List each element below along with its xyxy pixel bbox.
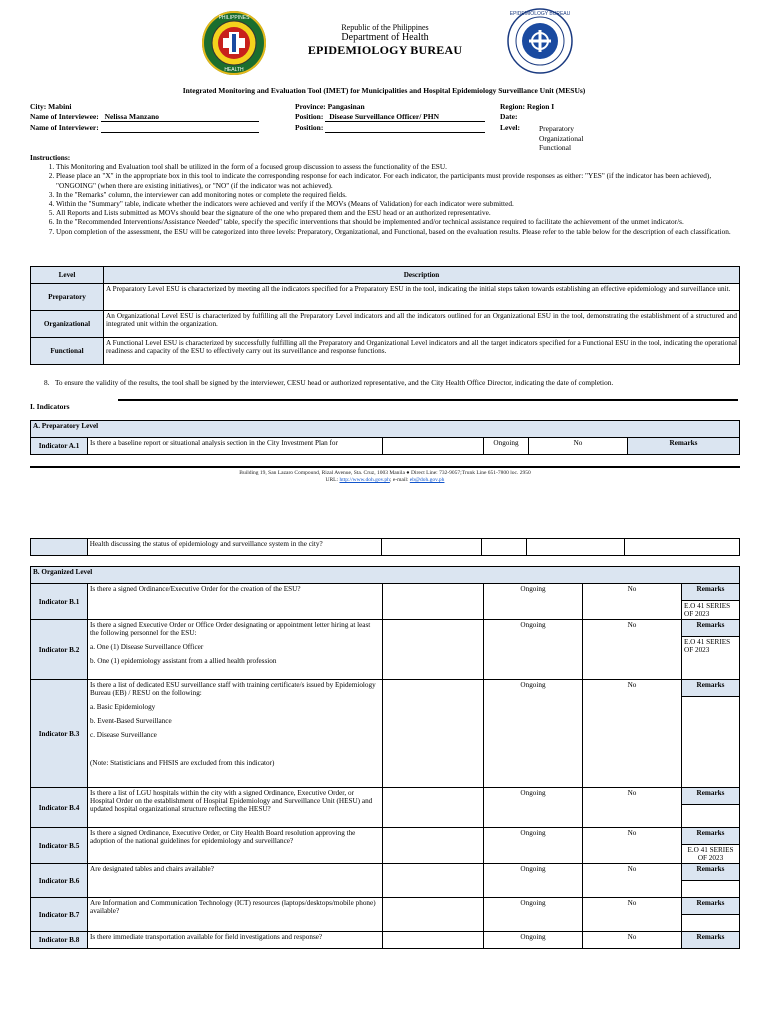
level-name: Functional	[31, 338, 104, 365]
interviewee-label: Name of Interviewee:	[30, 112, 99, 121]
indicator-name: Indicator B.8	[31, 932, 88, 949]
no-cell[interactable]: No	[583, 864, 682, 898]
svg-text:PHILIPPINES: PHILIPPINES	[218, 15, 250, 21]
no-cell[interactable]: No	[583, 828, 682, 864]
yes-cell[interactable]	[383, 788, 484, 828]
level-header: Level	[31, 267, 104, 284]
indicator-question: Are designated tables and chairs available?	[88, 864, 383, 898]
footer-email-label: ; e-mail:	[389, 477, 409, 483]
remarks-value: E.O 41 SERIES OF 2023	[682, 637, 740, 680]
interviewee-value: Nelissa Manzano	[104, 112, 159, 121]
remarks-header: Remarks	[682, 932, 740, 949]
instructions-title: Instructions:	[30, 153, 71, 162]
indicator-name: Indicator B.5	[31, 828, 88, 864]
indicators-heading: I. Indicators	[30, 402, 70, 411]
doh-seal-icon	[201, 10, 267, 76]
remarks-header: Remarks	[682, 584, 740, 601]
yes-cell[interactable]	[383, 438, 484, 455]
description-header: Description	[104, 267, 740, 284]
level-option: Organizational	[539, 133, 584, 143]
remarks-header: Remarks	[682, 788, 740, 805]
region-value: Region I	[526, 102, 555, 111]
indicator-question: Is there a signed Executive Order or Office Order designating or appointment letter hiring at least the following personnel for the ESU: a. One (1) Disease Surveillance Officer b. One (1) epidemiology assistant from a allied health profession	[88, 620, 383, 680]
instruction-item: 7. Upon completion of the assessment, the ESU will be categorized into three levels: Preparatory, Organizational, and Functional, based on the evaluation results. Please refer to the table below for the description of each classification.	[56, 227, 740, 236]
remarks-value	[682, 915, 740, 932]
indicator-question: Is there immediate transportation available for field investigations and response?	[88, 932, 383, 949]
ongoing-cell[interactable]: Ongoing	[484, 584, 583, 620]
no-cell[interactable]: No	[529, 438, 628, 455]
indicator-question: Is there a signed Ordinance, Executive Order, or City Health Board resolution approving the adoption of the national guidelines for epidemiology and surveillance?	[88, 828, 383, 864]
remarks-value	[682, 881, 740, 898]
remarks-value: E.O 41 SERIES OF 2023	[682, 845, 740, 864]
instruction-item: 4. Within the "Summary" table, indicate whether the indicators were achieved and verify if the MOVs (Means of Validation) for each indicator were submitted.	[56, 199, 740, 208]
instruction-item: 6. In the "Recommended Interventions/Assistance Needed" table, specify the specific interventions that should be implemented and/or technical assistance required to facilitate the achievement of the unmet indicator/s.	[56, 217, 740, 226]
indicator-name: Indicator B.7	[31, 898, 88, 932]
no-cell[interactable]: No	[583, 680, 682, 788]
yes-cell[interactable]	[383, 620, 484, 680]
ongoing-cell[interactable]: Ongoing	[484, 828, 583, 864]
preparatory-table	[30, 420, 740, 455]
indicator-name: Indicator B.3	[31, 680, 88, 788]
instruction-item-8: 8. To ensure the validity of the results, the tool shall be signed by the interviewer, CESU head or authorized representative, and the City Health Office Director, indicating the date of completion.	[44, 378, 614, 387]
no-cell[interactable]: No	[583, 932, 682, 949]
level-option: Functional	[539, 143, 572, 152]
organized-table	[30, 566, 740, 949]
level-table	[30, 266, 740, 365]
no-cell[interactable]: No	[583, 620, 682, 680]
footer-address: Building 19, San Lazaro Compound, Rizal Avenue, Sta. Cruz, 1003 Manila ● Direct Line: 732-9057;Trunk Line 651-7800 loc. 2950	[239, 470, 531, 476]
department-label: Department of Health	[341, 32, 429, 43]
no-cell[interactable]: No	[583, 584, 682, 620]
bureau-label: EPIDEMIOLOGY BUREAU	[307, 43, 463, 57]
province-label: Province:	[295, 102, 326, 111]
svg-text:EPIDEMIOLOGY BUREAU: EPIDEMIOLOGY BUREAU	[509, 11, 571, 17]
yes-cell[interactable]	[383, 584, 484, 620]
remarks-value: E.O 41 SERIES OF 2023	[682, 601, 740, 620]
level-description: A Functional Level ESU is characterized by successfully fulfilling all the Preparatory and Organizational Level indicators and all the target indicators specified for a Functional ESU in the tool, indicating the operational readiness and capacity of the ESU to effectively carry out its surveillance and response functions.	[104, 338, 740, 365]
ongoing-cell[interactable]: Ongoing	[484, 620, 583, 680]
region-label: Region:	[500, 102, 525, 111]
level-description: An Organizational Level ESU is characterized by fulfilling all the Preparatory Level indicators and all the indicators outlined for an Organizational ESU in the tool, demonstrating the establishment of a structured and integrated unit within the organization.	[104, 311, 740, 338]
indicator-question: Is there a baseline report or situational analysis section in the City Investment Plan for	[88, 438, 383, 455]
level-label: Level:	[500, 123, 520, 132]
footer-url-label: URL:	[325, 477, 339, 483]
no-cell[interactable]: No	[583, 788, 682, 828]
date-label: Date:	[500, 112, 518, 121]
yes-cell[interactable]	[383, 680, 484, 788]
remarks-header: Remarks	[682, 898, 740, 915]
instructions-block	[30, 153, 740, 236]
footer-url-link[interactable]: http://www.doh.gov.ph	[339, 477, 390, 483]
ongoing-cell[interactable]: Ongoing	[484, 438, 529, 455]
yes-cell[interactable]	[383, 864, 484, 898]
city-value: Mabini	[48, 102, 72, 111]
svg-text:HEALTH: HEALTH	[224, 67, 244, 73]
ongoing-cell[interactable]: Ongoing	[484, 788, 583, 828]
remarks-value	[682, 697, 740, 788]
no-cell[interactable]: No	[583, 898, 682, 932]
remarks-value	[682, 805, 740, 828]
ongoing-cell[interactable]: Ongoing	[484, 932, 583, 949]
instruction-item: 5. All Reports and Lists submitted as MOVs should bear the signature of the one who prepared them and the ESU head or an authorized representative.	[56, 208, 740, 217]
republic-label: Republic of the Philippines	[341, 23, 429, 32]
indicator-question: Are Information and Communication Technology (ICT) resources (laptops/desktops/mobile phone) available?	[88, 898, 383, 932]
position1-value: Disease Surveillance Officer/ PHN	[329, 112, 439, 121]
ongoing-cell[interactable]: Ongoing	[484, 898, 583, 932]
position1-label: Position:	[295, 112, 324, 121]
remarks-header: Remarks	[682, 620, 740, 637]
yes-cell[interactable]	[383, 898, 484, 932]
instruction-item: 3. In the "Remarks" column, the interviewer can add monitoring notes or complete the required fields.	[56, 190, 740, 199]
ongoing-cell[interactable]: Ongoing	[484, 680, 583, 788]
indicator-name: Indicator A.1	[31, 438, 88, 455]
indicator-name: Indicator B.1	[31, 584, 88, 620]
indicator-question: Is there a list of LGU hospitals within the city with a signed Ordinance, Executive Order, or Hospital Order on the establishment of Hospital Epidemiology and Surveillance Unit (HESU) and updated hospital organizational structure reflecting the HESU?	[88, 788, 383, 828]
footer-email-link[interactable]: eb@doh.gov.ph	[409, 477, 445, 483]
level-name: Organizational	[31, 311, 104, 338]
section-band: A. Preparatory Level	[31, 421, 740, 438]
document-title: Integrated Monitoring and Evaluation Tool (IMET) for Municipalities and Hospital Epidemiology Surveillance Unit (MESUs)	[182, 86, 586, 95]
ongoing-cell[interactable]: Ongoing	[484, 864, 583, 898]
level-option: Preparatory	[539, 124, 574, 133]
level-name: Preparatory	[31, 284, 104, 311]
instruction-item: 1. This Monitoring and Evaluation tool shall be utilized in the form of a focused group discussion to assess the functionality of the ESU.	[56, 162, 740, 171]
remarks-header: Remarks	[682, 864, 740, 881]
province-value: Pangasinan	[327, 102, 365, 111]
epidemiology-bureau-seal-icon	[507, 8, 573, 74]
page-footer	[30, 470, 740, 484]
indicator-name: Indicator B.4	[31, 788, 88, 828]
remarks-header: Remarks	[628, 438, 740, 455]
level-description: A Preparatory Level ESU is characterized by meeting all the indicators specified for a Preparatory ESU in the tool, indicating the initial steps taken towards establishing an effective epidemiology and surveillance unit.	[104, 284, 740, 311]
position2-label: Position:	[295, 123, 324, 132]
preparatory-table-continued	[30, 538, 740, 556]
remarks-header: Remarks	[682, 828, 740, 845]
indicator-question: Is there a signed Ordinance/Executive Order for the creation of the ESU?	[88, 584, 383, 620]
indicator-name: Indicator B.6	[31, 864, 88, 898]
instruction-item: 2. Please place an "X" in the appropriate box in this tool to indicate the corresponding response for each indicator. For each indicator, the participants must provide responses as either: "YES" (if the indicator has been achieved), "ONGOING" (when there are existing initiatives), or "NO" (if the indicator was not achieved).	[56, 171, 740, 189]
yes-cell[interactable]	[383, 828, 484, 864]
city-label: City:	[30, 102, 47, 111]
section-band: B. Organized Level	[31, 567, 740, 584]
remarks-header: Remarks	[682, 680, 740, 697]
yes-cell[interactable]	[383, 932, 484, 949]
interviewer-label: Name of Interviewer:	[30, 123, 99, 132]
indicator-question: Health discussing the status of epidemiology and surveillance system in the city?	[87, 539, 381, 556]
indicator-name: Indicator B.2	[31, 620, 88, 680]
indicator-question: Is there a list of dedicated ESU surveillance staff with training certificate/s issued by Epidemiology Bureau (EB) / RESU on the following: a. Basic Epidemiology b. Event-Based Surveillance c. Disease Surveillance (Note: Statisticians and FHSIS are excluded from this indicator)	[88, 680, 383, 788]
